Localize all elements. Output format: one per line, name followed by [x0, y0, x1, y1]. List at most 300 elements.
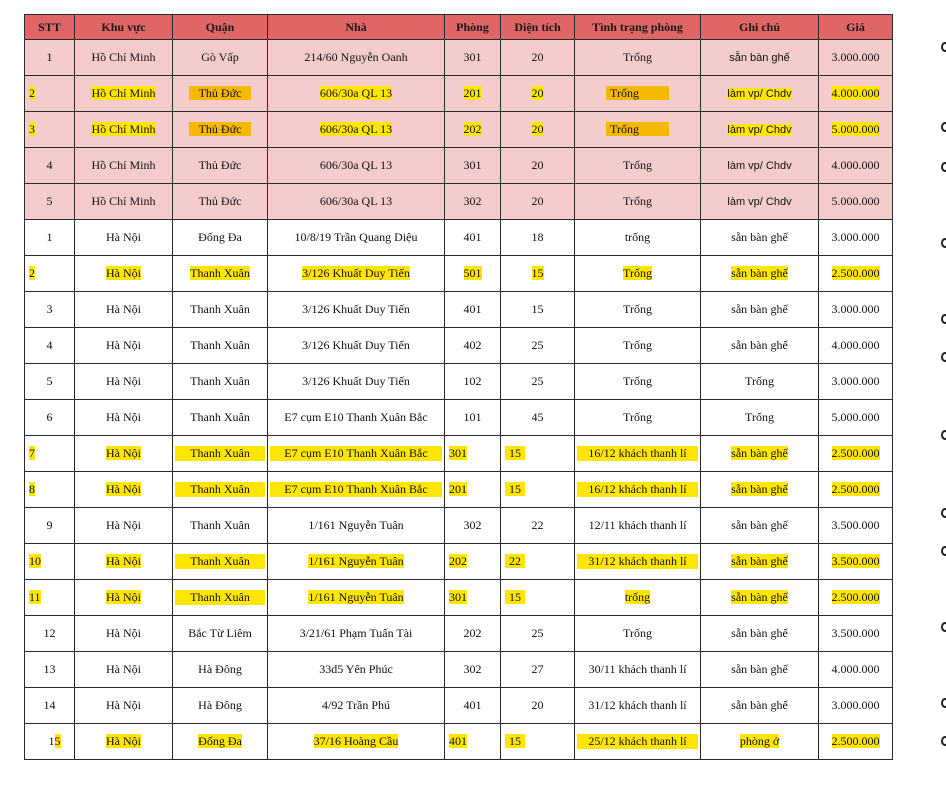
cell-phong[interactable] [445, 256, 501, 292]
cell-text: 10 [29, 554, 41, 568]
cell-quan[interactable] [173, 436, 268, 472]
table-row [25, 472, 893, 508]
col-header-phong[interactable]: Phòng [445, 15, 501, 40]
cell-nha[interactable] [268, 436, 445, 472]
cell-text: 1/161 Nguyễn Tuân [308, 518, 404, 532]
cell-text: 301 [463, 158, 482, 172]
cell-dien-tich[interactable] [501, 148, 575, 184]
cell-text: 5.000.000 [831, 410, 880, 424]
cell-phong[interactable] [445, 40, 501, 76]
cell-khu-vuc[interactable] [75, 508, 173, 544]
cell-text: 401 [463, 698, 482, 712]
cell-gia[interactable] [819, 616, 893, 652]
cell-text: 20 [531, 194, 544, 208]
cell-gia[interactable] [819, 436, 893, 472]
cell-tinh-trang[interactable] [575, 40, 701, 76]
cell-quan[interactable] [173, 364, 268, 400]
cell-gia[interactable] [819, 292, 893, 328]
cell-text: 302 [463, 518, 482, 532]
cell-tinh-trang[interactable] [575, 616, 701, 652]
cell-ghi-chu[interactable] [701, 40, 819, 76]
glyph-fragment [941, 122, 946, 132]
cell-text: 201 [463, 86, 482, 100]
cell-stt[interactable] [25, 688, 75, 724]
cell-text: Thủ Đức [189, 122, 252, 136]
cell-gia[interactable] [819, 220, 893, 256]
cell-khu-vuc[interactable] [75, 256, 173, 292]
cell-dien-tich[interactable] [501, 40, 575, 76]
cell-quan[interactable] [173, 148, 268, 184]
col-header-quan[interactable]: Quận [173, 15, 268, 40]
glyph-fragment [941, 622, 946, 632]
cell-gia[interactable] [819, 112, 893, 148]
cell-stt[interactable] [25, 40, 75, 76]
cell-gia[interactable] [819, 40, 893, 76]
cell-phong[interactable] [445, 472, 501, 508]
cell-quan[interactable] [173, 544, 268, 580]
cell-text: 3/126 Khuất Duy Tiến [302, 338, 410, 352]
cell-gia[interactable] [819, 328, 893, 364]
cell-text: 30/11 khách thanh lí [588, 662, 687, 676]
cell-gia[interactable] [819, 652, 893, 688]
cell-text: 5 [46, 194, 53, 208]
cell-text: sẵn bàn ghế [731, 338, 788, 352]
cell-text: sẵn bàn ghế [729, 51, 790, 64]
cell-ghi-chu[interactable] [701, 256, 819, 292]
cell-phong[interactable] [445, 292, 501, 328]
cell-text: 45 [531, 410, 544, 424]
cell-text: Hà Nội [106, 338, 141, 352]
cell-khu-vuc[interactable] [75, 112, 173, 148]
cell-quan[interactable] [173, 220, 268, 256]
cell-text: 401 [449, 734, 467, 748]
cell-text: 201 [449, 482, 467, 496]
cell-gia[interactable] [819, 256, 893, 292]
cell-phong[interactable] [445, 580, 501, 616]
cell-tinh-trang[interactable] [575, 724, 701, 760]
cell-khu-vuc[interactable] [75, 148, 173, 184]
cell-text: 202 [463, 626, 482, 640]
cell-phong[interactable] [445, 364, 501, 400]
cell-text: 3.000.000 [831, 302, 880, 316]
cell-text: Hồ Chí Minh [91, 86, 156, 100]
cell-gia[interactable] [819, 724, 893, 760]
cell-quan[interactable] [173, 724, 268, 760]
cell-dien-tich[interactable] [501, 328, 575, 364]
table-row [25, 724, 893, 760]
cell-ghi-chu[interactable] [701, 652, 819, 688]
cell-text: 4/92 Trần Phú [321, 698, 391, 712]
cell-dien-tich[interactable] [501, 436, 575, 472]
cell-text: Hà Đông [198, 698, 242, 712]
cell-dien-tich[interactable] [501, 652, 575, 688]
table-row [25, 40, 893, 76]
cell-text: 13 [43, 662, 56, 676]
cell-nha[interactable] [268, 652, 445, 688]
cell-text: 20 [531, 50, 544, 64]
cell-khu-vuc[interactable] [75, 220, 173, 256]
cell-dien-tich[interactable] [501, 580, 575, 616]
cell-text: 5 [46, 374, 53, 388]
cell-nha[interactable] [268, 76, 445, 112]
cell-text: E7 cụm E10 Thanh Xuân Bắc [284, 410, 428, 424]
cell-dien-tich[interactable] [501, 400, 575, 436]
cell-nha[interactable] [268, 544, 445, 580]
cell-ghi-chu[interactable] [701, 148, 819, 184]
cell-phong[interactable] [445, 148, 501, 184]
glyph-fragment [941, 508, 946, 518]
cell-gia[interactable] [819, 184, 893, 220]
cell-stt[interactable] [25, 220, 75, 256]
cell-text: 401 [463, 230, 482, 244]
cell-phong[interactable] [445, 616, 501, 652]
cell-nha[interactable] [268, 40, 445, 76]
cell-nha[interactable] [268, 580, 445, 616]
cell-stt[interactable] [25, 436, 75, 472]
cell-tinh-trang[interactable] [575, 364, 701, 400]
cell-tinh-trang[interactable] [575, 292, 701, 328]
table-row [25, 220, 893, 256]
cell-gia[interactable] [819, 76, 893, 112]
cell-text: Hồ Chí Minh [91, 194, 156, 208]
cell-text: Hà Nội [106, 266, 141, 280]
cell-tinh-trang[interactable] [575, 184, 701, 220]
cell-tinh-trang[interactable] [575, 544, 701, 580]
cell-phong[interactable] [445, 688, 501, 724]
cell-ghi-chu[interactable] [701, 544, 819, 580]
cell-phong[interactable] [445, 220, 501, 256]
table-row [25, 112, 893, 148]
cell-stt[interactable] [25, 328, 75, 364]
table-row [25, 616, 893, 652]
cell-text: Hà Nội [106, 482, 141, 496]
cell-khu-vuc[interactable] [75, 616, 173, 652]
cell-ghi-chu[interactable] [701, 580, 819, 616]
cell-dien-tich[interactable] [501, 292, 575, 328]
col-header-tinh-trang[interactable]: Tình trạng phòng [575, 15, 701, 40]
table-row [25, 436, 893, 472]
cell-khu-vuc[interactable] [75, 40, 173, 76]
cell-nha[interactable] [268, 112, 445, 148]
cell-text: Trống [623, 158, 652, 172]
cell-tinh-trang[interactable] [575, 76, 701, 112]
cell-text: 3 [46, 302, 53, 316]
cell-tinh-trang[interactable] [575, 688, 701, 724]
cell-nha[interactable] [268, 616, 445, 652]
stt-text: 15 [48, 734, 61, 748]
cell-phong[interactable] [445, 112, 501, 148]
cell-gia[interactable] [819, 688, 893, 724]
cell-ghi-chu[interactable] [701, 508, 819, 544]
cell-text: 301 [463, 50, 482, 64]
cell-ghi-chu[interactable] [701, 400, 819, 436]
cell-dien-tich[interactable] [501, 544, 575, 580]
cell-dien-tich[interactable] [501, 184, 575, 220]
cell-nha[interactable] [268, 364, 445, 400]
table-row [25, 544, 893, 580]
cell-ghi-chu[interactable] [701, 688, 819, 724]
cell-text: 2 [29, 86, 35, 100]
cell-khu-vuc[interactable] [75, 724, 173, 760]
cell-text: 11 [29, 590, 41, 604]
cell-phong[interactable] [445, 76, 501, 112]
cell-quan[interactable] [173, 292, 268, 328]
cell-stt[interactable] [25, 184, 75, 220]
cell-text: 9 [46, 518, 53, 532]
cell-nha[interactable] [268, 220, 445, 256]
table-row [25, 688, 893, 724]
table-row [25, 508, 893, 544]
cell-ghi-chu[interactable] [701, 76, 819, 112]
cell-text: E7 cụm E10 Thanh Xuân Bắc [270, 482, 442, 497]
cell-nha[interactable] [268, 184, 445, 220]
cell-tinh-trang[interactable] [575, 328, 701, 364]
cell-text: 401 [463, 302, 482, 316]
cell-tinh-trang[interactable] [575, 148, 701, 184]
cell-text: 25 [531, 338, 544, 352]
cell-quan[interactable] [173, 328, 268, 364]
cell-text: E7 cụm E10 Thanh Xuân Bắc [270, 446, 442, 461]
cell-gia[interactable] [819, 544, 893, 580]
cell-tinh-trang[interactable] [575, 472, 701, 508]
cell-khu-vuc[interactable] [75, 400, 173, 436]
cell-nha[interactable] [268, 400, 445, 436]
cell-stt[interactable] [25, 616, 75, 652]
cell-khu-vuc[interactable] [75, 580, 173, 616]
cell-nha[interactable] [268, 328, 445, 364]
cell-ghi-chu[interactable] [701, 364, 819, 400]
table-row [25, 580, 893, 616]
cell-ghi-chu[interactable] [701, 616, 819, 652]
cell-stt[interactable] [25, 112, 75, 148]
cell-text: Trống [623, 50, 652, 64]
cell-dien-tich[interactable] [501, 472, 575, 508]
cell-text: Trống [623, 338, 652, 352]
cell-text: 2.500.000 [831, 446, 880, 460]
cell-gia[interactable] [819, 364, 893, 400]
cell-quan[interactable] [173, 652, 268, 688]
cell-quan[interactable] [173, 184, 268, 220]
glyph-fragment [941, 698, 946, 708]
cell-text: 15 [531, 302, 544, 316]
cell-text: 8 [29, 482, 35, 496]
cell-dien-tich[interactable] [501, 364, 575, 400]
cell-dien-tich[interactable] [501, 724, 575, 760]
cell-phong[interactable] [445, 400, 501, 436]
cell-khu-vuc[interactable] [75, 292, 173, 328]
cell-khu-vuc[interactable] [75, 184, 173, 220]
cell-stt[interactable] [25, 652, 75, 688]
cell-stt[interactable] [25, 76, 75, 112]
cell-text: 4.000.000 [831, 662, 880, 676]
col-header-gia[interactable]: Giá [819, 15, 893, 40]
cell-gia[interactable] [819, 508, 893, 544]
cell-tinh-trang[interactable] [575, 652, 701, 688]
cell-text: 301 [449, 446, 467, 460]
cell-ghi-chu[interactable] [701, 112, 819, 148]
col-header-stt[interactable]: STT [25, 15, 75, 40]
cell-stt[interactable] [25, 472, 75, 508]
cell-ghi-chu[interactable] [701, 184, 819, 220]
cell-dien-tich[interactable] [501, 112, 575, 148]
cell-tinh-trang[interactable] [575, 436, 701, 472]
cell-text: 3.500.000 [831, 626, 880, 640]
cell-dien-tich[interactable] [501, 76, 575, 112]
cell-tinh-trang[interactable] [575, 220, 701, 256]
cell-phong[interactable] [445, 544, 501, 580]
glyph-fragment [941, 352, 946, 362]
table-row [25, 76, 893, 112]
cell-quan[interactable] [173, 616, 268, 652]
cell-text [39, 734, 61, 748]
cell-text: sẵn bàn ghế [731, 662, 788, 676]
table-row [25, 364, 893, 400]
cell-nha[interactable] [268, 688, 445, 724]
cell-quan[interactable] [173, 76, 268, 112]
cell-stt[interactable] [25, 148, 75, 184]
cell-tinh-trang[interactable] [575, 580, 701, 616]
cell-nha[interactable] [268, 724, 445, 760]
cell-text: 16/12 khách thanh lí [577, 482, 698, 497]
cell-dien-tich[interactable] [501, 256, 575, 292]
cell-text: làm vp/ Chdv [727, 123, 792, 136]
cell-quan[interactable] [173, 688, 268, 724]
cell-text: 4 [46, 158, 53, 172]
cell-gia[interactable] [819, 400, 893, 436]
glyph-fragment [941, 42, 946, 52]
cell-gia[interactable] [819, 580, 893, 616]
cell-khu-vuc[interactable] [75, 328, 173, 364]
cell-dien-tich[interactable] [501, 508, 575, 544]
cell-dien-tich[interactable] [501, 616, 575, 652]
cell-stt[interactable] [25, 544, 75, 580]
cell-khu-vuc[interactable] [75, 544, 173, 580]
cell-text: 2.500.000 [831, 266, 880, 280]
cell-tinh-trang[interactable] [575, 508, 701, 544]
cell-ghi-chu[interactable] [701, 724, 819, 760]
cell-ghi-chu[interactable] [701, 292, 819, 328]
cell-phong[interactable] [445, 184, 501, 220]
cell-dien-tich[interactable] [501, 688, 575, 724]
cell-stt[interactable] [25, 508, 75, 544]
cell-khu-vuc[interactable] [75, 688, 173, 724]
cell-text: Thanh Xuân [190, 302, 250, 316]
cell-phong[interactable] [445, 508, 501, 544]
cell-stt[interactable] [25, 256, 75, 292]
cell-text: 15 [531, 266, 544, 280]
cell-phong[interactable] [445, 436, 501, 472]
cell-stt[interactable] [25, 400, 75, 436]
cell-phong[interactable] [445, 328, 501, 364]
cell-quan[interactable] [173, 112, 268, 148]
col-header-dien-tich[interactable]: Diện tích [501, 15, 575, 40]
cell-text: Trống [623, 374, 652, 388]
cell-gia[interactable] [819, 472, 893, 508]
cell-text: 3.000.000 [831, 698, 880, 712]
cell-nha[interactable] [268, 292, 445, 328]
room-listing-table [24, 14, 893, 760]
cell-tinh-trang[interactable] [575, 256, 701, 292]
cell-khu-vuc[interactable] [75, 364, 173, 400]
cell-text: Thanh Xuân [175, 554, 265, 569]
cell-stt[interactable] [25, 292, 75, 328]
table-row [25, 148, 893, 184]
cell-quan[interactable] [173, 580, 268, 616]
cell-quan[interactable] [173, 508, 268, 544]
col-header-nha[interactable]: Nhà [268, 15, 445, 40]
cell-text: 27 [531, 662, 544, 676]
cell-text: Thanh Xuân [190, 266, 250, 280]
cell-text: Thủ Đức [198, 158, 242, 172]
cell-quan[interactable] [173, 472, 268, 508]
cell-quan[interactable] [173, 400, 268, 436]
cell-text: 402 [463, 338, 482, 352]
cell-stt[interactable] [25, 364, 75, 400]
glyph-fragment [941, 430, 946, 440]
table-row [25, 652, 893, 688]
cell-nha[interactable] [268, 508, 445, 544]
cell-dien-tich[interactable] [501, 220, 575, 256]
room-listing-sheet [24, 14, 893, 760]
cell-khu-vuc[interactable] [75, 76, 173, 112]
cell-text: 5.000.000 [831, 194, 880, 208]
cell-text: 25/12 khách thanh lí [577, 734, 698, 749]
cell-text: Hồ Chí Minh [91, 158, 156, 172]
cell-text: Trống [745, 374, 774, 388]
cell-phong[interactable] [445, 652, 501, 688]
cell-nha[interactable] [268, 256, 445, 292]
cell-stt[interactable] [25, 580, 75, 616]
cell-tinh-trang[interactable] [575, 400, 701, 436]
cell-nha[interactable] [268, 148, 445, 184]
cell-text: Hà Nội [106, 230, 141, 244]
table-row [25, 256, 893, 292]
cell-text: Hà Nội [106, 554, 141, 568]
cell-ghi-chu[interactable] [701, 328, 819, 364]
cell-text: 3.000.000 [831, 230, 880, 244]
cell-text: 4.000.000 [831, 158, 880, 172]
cell-ghi-chu[interactable] [701, 220, 819, 256]
cell-khu-vuc[interactable] [75, 652, 173, 688]
cell-text: 101 [463, 410, 482, 424]
cell-gia[interactable] [819, 148, 893, 184]
cell-nha[interactable] [268, 472, 445, 508]
cell-text: 20 [531, 158, 544, 172]
cell-text: 606/30a QL 13 [319, 86, 393, 100]
cell-text: 3/126 Khuất Duy Tiến [302, 374, 410, 388]
cell-text: Hà Nội [106, 446, 141, 460]
cell-stt[interactable] [25, 724, 75, 760]
cell-khu-vuc[interactable] [75, 472, 173, 508]
cell-text: 302 [463, 194, 482, 208]
cell-phong[interactable] [445, 724, 501, 760]
col-header-ghi-chu[interactable]: Ghi chú [701, 15, 819, 40]
cell-ghi-chu[interactable] [701, 436, 819, 472]
cell-text: Trống [745, 410, 774, 424]
cell-ghi-chu[interactable] [701, 472, 819, 508]
cell-quan[interactable] [173, 40, 268, 76]
cell-tinh-trang[interactable] [575, 112, 701, 148]
cell-text: Hồ Chí Minh [91, 122, 156, 136]
cell-text: 3.000.000 [831, 374, 880, 388]
cell-text: 6 [46, 410, 53, 424]
cell-text: Thanh Xuân [175, 590, 265, 605]
cell-text: sẵn bàn ghế [731, 698, 788, 712]
col-header-khu-vuc[interactable]: Khu vực [75, 15, 173, 40]
cell-text: Trống [623, 410, 652, 424]
cell-khu-vuc[interactable] [75, 436, 173, 472]
cell-quan[interactable] [173, 256, 268, 292]
